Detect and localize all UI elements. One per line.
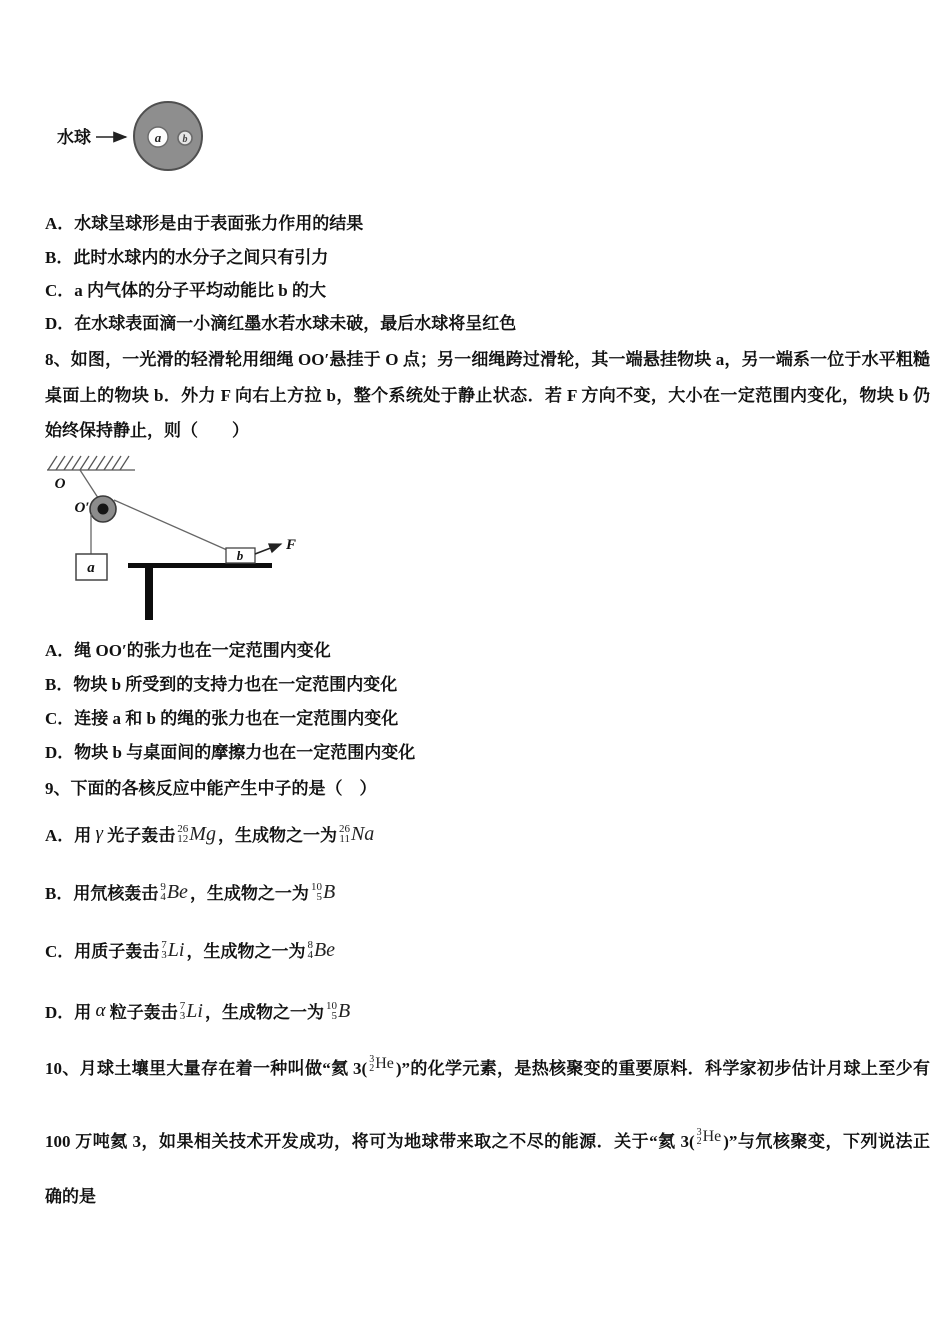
gamma-particle: γ	[95, 823, 104, 844]
atomic-number: 5	[331, 1010, 337, 1023]
block-a-label: a	[87, 560, 95, 576]
force-label: F	[286, 537, 297, 553]
isotope-notation	[307, 940, 335, 960]
q8-stem-line-2: 桌面上的物块 b．外力 F 向右上方拉 b，整个系统处于静止状态．若 F 方向不变，大小在一定范围内变化，物块 b 仍	[45, 386, 930, 405]
mass-number: 7	[161, 939, 167, 952]
atomic-number: 2	[369, 1063, 375, 1075]
mass-number: 3	[696, 1127, 702, 1139]
q7-option-a: A．水球呈球形是由于表面张力作用的结果	[45, 214, 364, 233]
q10-stem-line-2	[45, 1127, 930, 1153]
mass-number: 9	[160, 881, 166, 894]
element-symbol: Na	[350, 823, 375, 846]
stem-text: 100 万吨氦 3，如果相关技术开发成功，将可为地球带来取之不尽的能源．关于“氦 3(	[45, 1132, 695, 1151]
element-symbol: Li	[167, 939, 185, 962]
q9-option-a	[45, 823, 930, 847]
mass-number: 26	[177, 823, 189, 836]
q7-option-b: B．此时水球内的水分子之间只有引力	[45, 248, 329, 267]
atomic-number: 3	[179, 1010, 186, 1023]
q9-stem: 9、下面的各核反应中能产生中子的是（ ）	[45, 779, 377, 798]
stem-text: 10、月球土壤里大量存在着一种叫做“氦 3(	[45, 1059, 368, 1078]
pulley-figure	[40, 450, 320, 630]
option-text: ，生成物之一为	[217, 826, 337, 845]
rope-to-b	[114, 500, 227, 550]
option-text: D．用	[45, 1003, 96, 1022]
isotope-notation	[161, 940, 184, 960]
q8-option-b: B．物块 b 所受到的支持力也在一定范围内变化	[45, 675, 398, 694]
mass-number: 7	[179, 1000, 186, 1013]
mass-number: 10	[325, 1000, 337, 1013]
element-symbol: B	[322, 881, 336, 904]
q9-option-d	[45, 1000, 930, 1024]
element-symbol: He	[375, 1055, 394, 1073]
bubble-a-label: a	[154, 130, 162, 145]
point-o-label: O	[54, 476, 66, 492]
atomic-number: 2	[696, 1136, 702, 1148]
atomic-number: 12	[177, 833, 189, 846]
isotope-notation	[160, 882, 188, 902]
q8-stem-line-3: 始终保持静止，则（ ）	[45, 421, 249, 440]
q8-option-c: C．连接 a 和 b 的绳的张力也在一定范围内变化	[45, 709, 399, 728]
element-symbol: He	[702, 1128, 722, 1146]
option-text: ，生成物之一为	[189, 884, 309, 903]
q9-option-b	[45, 883, 930, 905]
atomic-number: 5	[316, 891, 322, 904]
table-top	[128, 563, 272, 568]
option-text: 光子轰击	[103, 826, 176, 845]
alpha-particle: α	[95, 1000, 106, 1021]
mass-number: 26	[338, 823, 350, 836]
q8-option-d: D．物块 b 与桌面间的摩擦力也在一定范围内变化	[45, 743, 416, 762]
bubble-b-label: b	[182, 134, 188, 145]
table-leg	[145, 568, 153, 620]
q7-option-c: C．a 内气体的分子平均动能比 b 的大	[45, 281, 326, 300]
water-ball-figure	[40, 95, 270, 180]
atomic-number: 3	[161, 949, 167, 962]
atomic-number: 4	[160, 891, 166, 904]
mass-number: 3	[369, 1054, 375, 1066]
ceiling-hatching	[47, 456, 135, 470]
atomic-number: 11	[339, 833, 350, 846]
water-ball-label: 水球	[57, 128, 91, 147]
q7-option-d: D．在水球表面滴一小滴红墨水若水球未破，最后水球将呈红色	[45, 314, 517, 333]
isotope-notation	[177, 824, 216, 844]
q9-option-c	[45, 941, 930, 963]
element-symbol: Li	[186, 1000, 203, 1023]
element-symbol: Be	[313, 939, 336, 962]
option-text: 粒子轰击	[105, 1003, 178, 1022]
isotope-notation	[697, 1128, 722, 1146]
isotope-notation	[326, 1001, 350, 1021]
pulley-hub	[98, 504, 109, 515]
isotope-notation	[339, 824, 374, 844]
isotope-notation	[369, 1055, 394, 1073]
mass-number: 10	[310, 881, 322, 894]
mass-number: 8	[307, 939, 313, 952]
element-symbol: Mg	[189, 823, 216, 846]
isotope-notation	[311, 882, 335, 902]
option-text: A．用	[45, 826, 96, 845]
q10-stem-line-1	[45, 1054, 930, 1080]
option-text: ，生成物之一为	[204, 1003, 324, 1022]
q10-stem-line-3: 确的是	[45, 1187, 96, 1206]
option-text: B．用氘核轰击	[45, 884, 159, 903]
option-text: ，生成物之一为	[186, 942, 306, 961]
option-text: C．用质子轰击	[45, 942, 160, 961]
stem-text: )”与氘核聚变，下列说法正	[723, 1132, 930, 1151]
q8-stem-line-1: 8、如图，一光滑的轻滑轮用细绳 OO′悬挂于 O 点；另一细绳跨过滑轮，其一端悬挂物块 a，另一端系一位于水平粗糙	[45, 350, 930, 369]
element-symbol: Be	[166, 881, 188, 904]
element-symbol: B	[337, 1000, 351, 1023]
q8-option-a: A．绳 OO′的张力也在一定范围内变化	[45, 641, 331, 660]
atomic-number: 4	[307, 949, 313, 962]
block-b-label: b	[236, 548, 244, 563]
isotope-notation	[180, 1001, 203, 1021]
stem-text: )”的化学元素，是热核聚变的重要原料．科学家初步估计月球上至少有	[395, 1059, 930, 1078]
point-o-prime-label: O′	[74, 500, 90, 516]
force-arrow-icon	[255, 544, 281, 554]
